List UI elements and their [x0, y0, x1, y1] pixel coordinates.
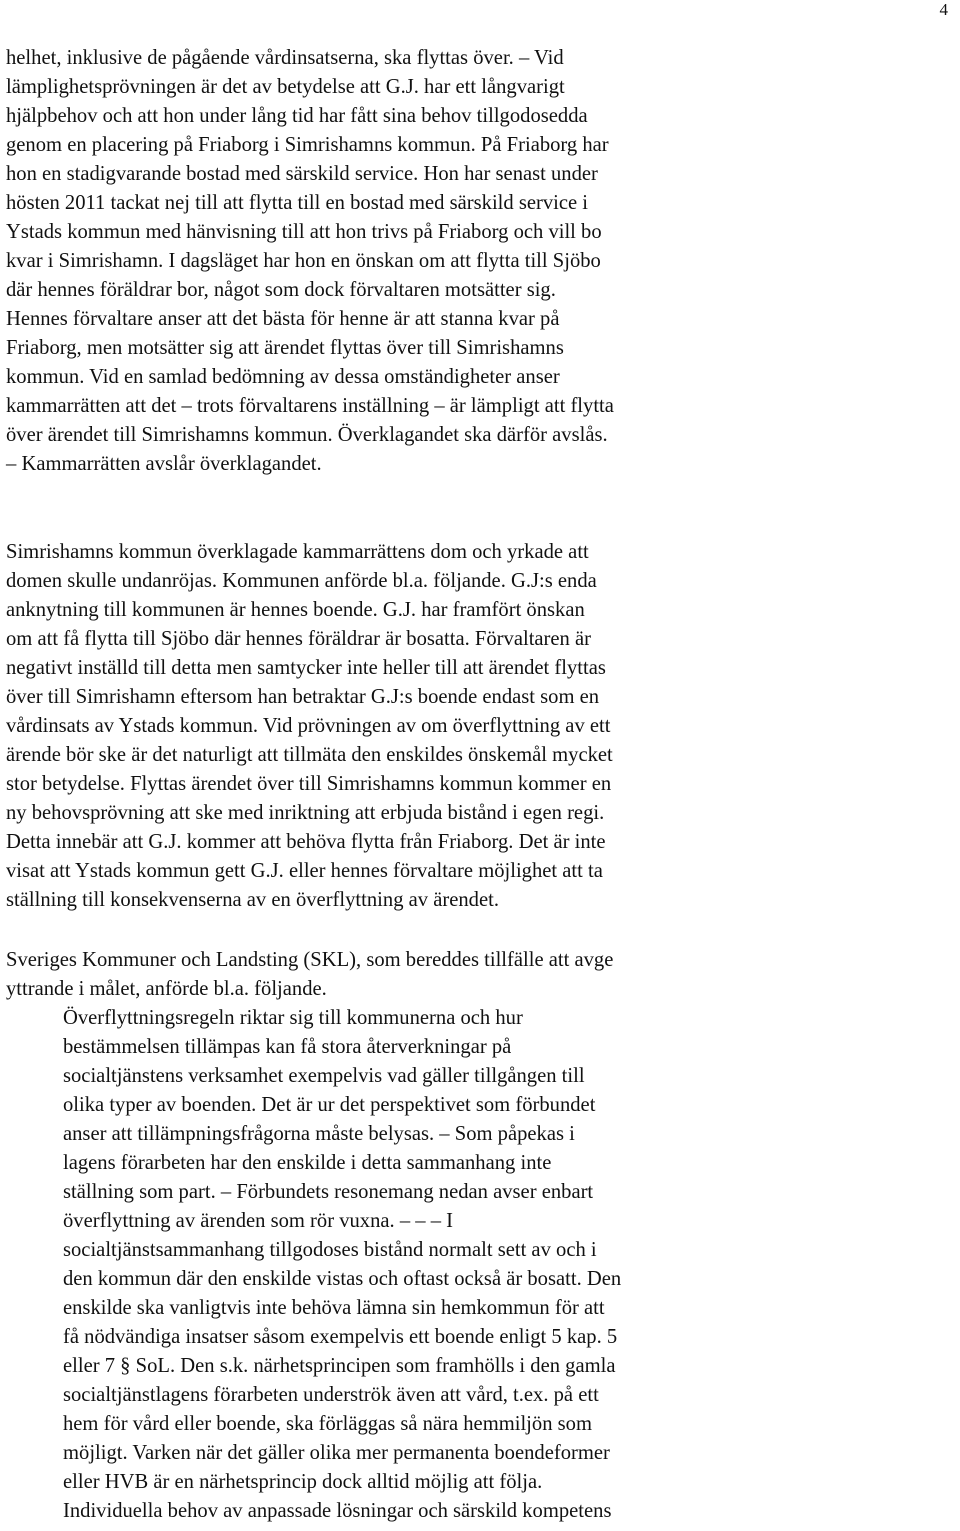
- text-line: Simrishamns kommun överklagade kammarrättens dom och yrkade att: [6, 541, 589, 563]
- quote-text-line: Individuella behov av anpassade lösningar och särskild kompetens: [63, 1500, 612, 1522]
- text-line: hjälpbehov och att hon under lång tid har fått sina behov tillgodosedda: [6, 105, 588, 127]
- text-line: ärende bör ske är det naturligt att tillmäta den enskildes önskemål mycket: [6, 744, 613, 766]
- quote-text-line: anser att tillämpningsfrågorna måste belysas. – Som påpekas i: [63, 1123, 575, 1145]
- quote-text-line: överflyttning av ärenden som rör vuxna. – – – I: [63, 1210, 454, 1232]
- text-line: hon en stadigvarande bostad med särskild service. Hon har senast under: [6, 163, 598, 185]
- text-line: över ärendet till Simrishamns kommun. Överklagandet ska därför avslås.: [6, 424, 608, 446]
- text-line: ny behovsprövning att ske med inriktning att erbjuda bistånd i egen regi.: [6, 802, 605, 824]
- text-line: vårdinsats av Ystads kommun. Vid prövningen av om överflyttning av ett: [6, 715, 611, 737]
- text-line: Ystads kommun med hänvisning till att hon trivs på Friaborg och vill bo: [6, 221, 602, 243]
- quote-text-line: enskilde ska vanligtvis inte behöva lämna sin hemkommun för att: [63, 1297, 605, 1319]
- quote-text-line: möjligt. Varken när det gäller olika mer permanenta boendeformer: [63, 1442, 610, 1464]
- text-line: lämplighetsprövningen är det av betydelse att G.J. har ett långvarigt: [6, 76, 565, 98]
- text-line: visat att Ystads kommun gett G.J. eller hennes förvaltare möjlighet att ta: [6, 860, 603, 882]
- text-line: ställning till konsekvenserna av en överflyttning av ärendet.: [6, 889, 499, 911]
- text-line: Friaborg, men motsätter sig att ärendet flyttas över till Simrishamns: [6, 337, 564, 359]
- text-line: negativt inställd till detta men samtycker inte heller till att ärendet flyttas: [6, 657, 606, 679]
- page-number: 4: [939, 0, 948, 19]
- quote-text-line: ställning som part. – Förbundets resonemang nedan avser enbart: [63, 1181, 594, 1203]
- quote-text-line: socialtjänstlagens förarbeten underströk även att vård, t.ex. på ett: [63, 1384, 599, 1406]
- text-line: kommun. Vid en samlad bedömning av dessa omständigheter anser: [6, 366, 560, 388]
- text-line: om att få flytta till Sjöbo där hennes föräldrar är bosatta. Förvaltaren är: [6, 628, 592, 650]
- quote-text-line: eller 7 § SoL. Den s.k. närhetsprincipen som framhölls i den gamla: [63, 1355, 616, 1377]
- text-line: anknytning till kommunen är hennes boende. G.J. har framfört önskan: [6, 599, 585, 621]
- quote-text-line: hem för vård eller boende, ska förläggas så nära hemmiljön som: [63, 1413, 592, 1435]
- text-line: Sveriges Kommuner och Landsting (SKL), som bereddes tillfälle att avge: [6, 949, 614, 971]
- quote-text-line: lagens förarbeten har den enskilde i detta sammanhang inte: [63, 1152, 552, 1174]
- text-line: genom en placering på Friaborg i Simrishamns kommun. På Friaborg har: [6, 134, 609, 156]
- text-line: Detta innebär att G.J. kommer att behöva flytta från Friaborg. Det är inte: [6, 831, 606, 853]
- quote-text-line: den kommun där den enskilde vistas och oftast också är bosatt. Den: [63, 1268, 622, 1290]
- text-line: Hennes förvaltare anser att det bästa för henne är att stanna kvar på: [6, 308, 560, 330]
- quote-text-line: få nödvändiga insatser såsom exempelvis ett boende enligt 5 kap. 5: [63, 1326, 618, 1348]
- quote-text-line: socialtjänstsammanhang tillgodoses bistånd normalt sett av och i: [63, 1239, 597, 1261]
- text-line: över till Simrishamn eftersom han betraktar G.J:s boende endast som en: [6, 686, 600, 708]
- text-line: stor betydelse. Flyttas ärendet över till Simrishamns kommun kommer en: [6, 773, 612, 795]
- text-line: hösten 2011 tackat nej till att flytta till en bostad med särskild service i: [6, 192, 589, 214]
- quote-text-line: Överflyttningsregeln riktar sig till kommunerna och hur: [63, 1007, 523, 1029]
- text-line: kammarrätten att det – trots förvaltarens inställning – är lämpligt att flytta: [6, 395, 614, 417]
- text-line: helhet, inklusive de pågående vårdinsatserna, ska flyttas över. – Vid: [6, 47, 564, 69]
- quote-text-line: socialtjänstens verksamhet exempelvis vad gäller tillgången till: [63, 1065, 585, 1087]
- quote-text-line: olika typer av boenden. Det är ur det perspektivet som förbundet: [63, 1094, 596, 1116]
- quote-text-line: bestämmelsen tillämpas kan få stora återverkningar på: [63, 1036, 512, 1058]
- text-line: – Kammarrätten avslår överklagandet.: [6, 453, 322, 475]
- text-line: där hennes föräldrar bor, något som dock förvaltaren motsätter sig.: [6, 279, 556, 301]
- quote-text-line: eller HVB är en närhetsprincip dock alltid möjlig att följa.: [63, 1471, 543, 1493]
- text-line: domen skulle undanröjas. Kommunen anförde bl.a. följande. G.J:s enda: [6, 570, 597, 592]
- text-line: yttrande i målet, anförde bl.a. följande.: [6, 978, 327, 1000]
- text-line: kvar i Simrishamn. I dagsläget har hon en önskan om att flytta till Sjöbo: [6, 250, 601, 272]
